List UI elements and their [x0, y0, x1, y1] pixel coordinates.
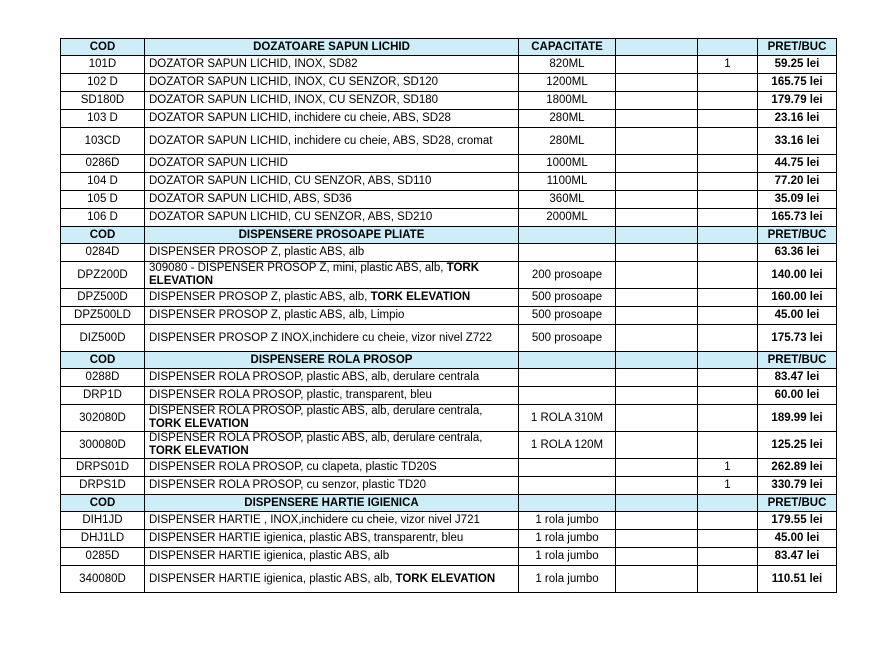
product-price: 77.20 lei: [758, 173, 837, 191]
empty-cell: [616, 110, 698, 128]
table-row: [61, 459, 837, 477]
header-empty-2: [698, 227, 758, 244]
product-quantity: [698, 289, 758, 307]
table-row: [61, 262, 837, 289]
description-text: DOZATOR SAPUN LICHID, CU SENZOR, ABS, SD210: [149, 211, 433, 223]
section-header-row: [61, 227, 837, 244]
product-capacity: 500 prosoape: [519, 307, 616, 325]
header-price: PRET/BUC: [758, 227, 837, 244]
product-code: DRPS1D: [61, 477, 145, 495]
header-price: PRET/BUC: [758, 495, 837, 512]
description-text: DISPENSER HARTIE igienica, plastic ABS, alb: [149, 550, 390, 562]
product-price: 33.16 lei: [758, 128, 837, 155]
description-text: DOZATOR SAPUN LICHID, inchidere cu cheie, ABS, SD28, cromat: [149, 134, 493, 147]
product-description: [145, 548, 519, 566]
product-quantity: 1: [698, 477, 758, 495]
product-quantity: [698, 74, 758, 92]
product-code: 105 D: [61, 191, 145, 209]
empty-cell: [616, 432, 698, 459]
section-title: DISPENSERE ROLA PROSOP: [145, 352, 519, 369]
table-row: [61, 244, 837, 262]
table-body: [61, 39, 837, 593]
description-text: DISPENSER HARTIE igienica, plastic ABS, alb,: [149, 572, 396, 585]
product-description: [145, 477, 519, 495]
product-capacity: 500 prosoape: [519, 325, 616, 352]
empty-cell: [616, 92, 698, 110]
product-quantity: [698, 369, 758, 387]
product-capacity: 280ML: [519, 110, 616, 128]
description-text: DISPENSER PROSOP Z, plastic ABS, alb, Limpio: [149, 309, 405, 321]
product-capacity: 1 rola jumbo: [519, 566, 616, 593]
section-title: DOZATOARE SAPUN LICHID: [145, 39, 519, 56]
empty-cell: [616, 191, 698, 209]
header-empty-1: [616, 39, 698, 56]
product-capacity: 1100ML: [519, 173, 616, 191]
table-row: [61, 512, 837, 530]
product-price: 60.00 lei: [758, 387, 837, 405]
product-description: [145, 56, 519, 74]
section-header-row: [61, 352, 837, 369]
product-capacity: 1800ML: [519, 92, 616, 110]
empty-cell: [616, 173, 698, 191]
description-text: DISPENSER HARTIE igienica, plastic ABS, transparentr, bleu: [149, 532, 464, 544]
description-text: DISPENSER ROLA PROSOP, cu clapeta, plastic TD20S: [149, 461, 437, 473]
product-description: [145, 74, 519, 92]
description-text: DISPENSER ROLA PROSOP, plastic ABS, alb, derulare centrala: [149, 371, 480, 383]
product-quantity: [698, 209, 758, 227]
empty-cell: [616, 477, 698, 495]
product-quantity: [698, 92, 758, 110]
description-text: DISPENSER ROLA PROSOP, plastic ABS, alb, derulare centrala,: [149, 405, 483, 417]
description-text: DOZATOR SAPUN LICHID, ABS, SD36: [149, 193, 352, 205]
product-description: [145, 191, 519, 209]
product-quantity: [698, 110, 758, 128]
product-price: 63.36 lei: [758, 244, 837, 262]
product-price: 189.99 lei: [758, 405, 837, 432]
product-quantity: 1: [698, 56, 758, 74]
product-price: 23.16 lei: [758, 110, 837, 128]
product-price: 110.51 lei: [758, 566, 837, 593]
table-row: [61, 173, 837, 191]
product-price: 45.00 lei: [758, 530, 837, 548]
description-text: DISPENSER PROSOP Z INOX,inchidere cu cheie, vizor nivel Z722: [149, 331, 493, 344]
product-quantity: [698, 530, 758, 548]
empty-cell: [616, 530, 698, 548]
product-capacity: 1 ROLA 120M: [519, 432, 616, 459]
product-price: 179.79 lei: [758, 92, 837, 110]
product-code: DPZ500LD: [61, 307, 145, 325]
description-text: DOZATOR SAPUN LICHID: [149, 157, 288, 169]
empty-cell: [616, 209, 698, 227]
product-price: 165.73 lei: [758, 209, 837, 227]
product-price: 59.25 lei: [758, 56, 837, 74]
product-capacity: 200 prosoape: [519, 262, 616, 289]
product-code: 103CD: [61, 128, 145, 155]
table-row: [61, 369, 837, 387]
table-row: [61, 209, 837, 227]
product-capacity: 280ML: [519, 128, 616, 155]
product-capacity: [519, 244, 616, 262]
table-row: [61, 289, 837, 307]
description-text: DISPENSER ROLA PROSOP, cu senzor, plastic TD20: [149, 479, 426, 491]
product-price: 175.73 lei: [758, 325, 837, 352]
header-empty-2: [698, 352, 758, 369]
product-description: [145, 155, 519, 173]
product-price: 83.47 lei: [758, 548, 837, 566]
product-quantity: [698, 432, 758, 459]
product-description: [145, 307, 519, 325]
description-brand: TORK ELEVATION: [149, 418, 249, 430]
description-text: DOZATOR SAPUN LICHID, inchidere cu cheie, ABS, SD28: [149, 112, 451, 124]
section-title: DISPENSERE HARTIE IGIENICA: [145, 495, 519, 512]
product-capacity: 2000ML: [519, 209, 616, 227]
product-description: [145, 110, 519, 128]
product-code: 300080D: [61, 432, 145, 459]
product-capacity: 1 rola jumbo: [519, 530, 616, 548]
product-description: [145, 173, 519, 191]
product-quantity: [698, 191, 758, 209]
description-brand: TORK ELEVATION: [370, 291, 471, 303]
product-description: [145, 512, 519, 530]
product-quantity: [698, 405, 758, 432]
description-text: DOZATOR SAPUN LICHID, CU SENZOR, ABS, SD110: [149, 175, 432, 187]
product-capacity: 1 rola jumbo: [519, 548, 616, 566]
empty-cell: [616, 244, 698, 262]
table-row: [61, 74, 837, 92]
product-code: 0288D: [61, 369, 145, 387]
product-price: 140.00 lei: [758, 262, 837, 289]
empty-cell: [616, 262, 698, 289]
product-code: DIZ500D: [61, 325, 145, 352]
header-capacity: CAPACITATE: [519, 39, 616, 56]
header-cod: COD: [61, 352, 145, 369]
empty-cell: [616, 325, 698, 352]
header-capacity: [519, 227, 616, 244]
header-price: PRET/BUC: [758, 39, 837, 56]
product-description: [145, 459, 519, 477]
product-description: [145, 405, 519, 432]
product-price: 45.00 lei: [758, 307, 837, 325]
product-price: 125.25 lei: [758, 432, 837, 459]
product-code: 106 D: [61, 209, 145, 227]
product-capacity: [519, 459, 616, 477]
product-price: 35.09 lei: [758, 191, 837, 209]
description-brand: TORK ELEVATION: [149, 262, 480, 287]
empty-cell: [616, 566, 698, 593]
table-row: [61, 128, 837, 155]
product-capacity: 1 rola jumbo: [519, 512, 616, 530]
empty-cell: [616, 459, 698, 477]
product-quantity: 1: [698, 459, 758, 477]
table-row: [61, 548, 837, 566]
product-quantity: [698, 548, 758, 566]
table-row: [61, 387, 837, 405]
table-row: [61, 110, 837, 128]
header-empty-2: [698, 39, 758, 56]
empty-cell: [616, 128, 698, 155]
header-cod: COD: [61, 39, 145, 56]
product-code: DPZ500D: [61, 289, 145, 307]
header-empty-1: [616, 352, 698, 369]
product-code: 104 D: [61, 173, 145, 191]
product-capacity: [519, 387, 616, 405]
product-capacity: 360ML: [519, 191, 616, 209]
empty-cell: [616, 289, 698, 307]
empty-cell: [616, 405, 698, 432]
header-price: PRET/BUC: [758, 352, 837, 369]
header-empty-1: [616, 227, 698, 244]
empty-cell: [616, 56, 698, 74]
empty-cell: [616, 307, 698, 325]
product-price: 330.79 lei: [758, 477, 837, 495]
product-description: [145, 566, 519, 593]
product-description: [145, 244, 519, 262]
empty-cell: [616, 387, 698, 405]
header-cod: COD: [61, 227, 145, 244]
product-code: SD180D: [61, 92, 145, 110]
product-price: 165.75 lei: [758, 74, 837, 92]
product-quantity: [698, 512, 758, 530]
table-row: [61, 92, 837, 110]
product-price: 44.75 lei: [758, 155, 837, 173]
product-capacity: 1200ML: [519, 74, 616, 92]
empty-cell: [616, 548, 698, 566]
product-description: [145, 262, 519, 289]
description-text: DISPENSER PROSOP Z, plastic ABS, alb: [149, 246, 365, 258]
product-code: 302080D: [61, 405, 145, 432]
table-row: [61, 56, 837, 74]
product-quantity: [698, 325, 758, 352]
table-row: [61, 530, 837, 548]
product-description: [145, 128, 519, 155]
product-quantity: [698, 128, 758, 155]
product-code: 102 D: [61, 74, 145, 92]
product-description: [145, 92, 519, 110]
description-text: DOZATOR SAPUN LICHID, INOX, SD82: [149, 58, 358, 70]
empty-cell: [616, 74, 698, 92]
table-row: [61, 155, 837, 173]
price-list-table: [60, 38, 837, 593]
product-quantity: [698, 244, 758, 262]
empty-cell: [616, 512, 698, 530]
header-cod: COD: [61, 495, 145, 512]
empty-cell: [616, 369, 698, 387]
product-description: [145, 530, 519, 548]
product-description: [145, 289, 519, 307]
table-row: [61, 477, 837, 495]
header-empty-1: [616, 495, 698, 512]
header-capacity: [519, 495, 616, 512]
table-row: [61, 405, 837, 432]
table-row: [61, 566, 837, 593]
description-text: DOZATOR SAPUN LICHID, INOX, CU SENZOR, SD180: [149, 94, 439, 106]
product-description: [145, 209, 519, 227]
product-description: [145, 387, 519, 405]
product-capacity: 820ML: [519, 56, 616, 74]
product-code: DPZ200D: [61, 262, 145, 289]
product-price: 160.00 lei: [758, 289, 837, 307]
description-brand: TORK ELEVATION: [149, 445, 249, 457]
product-quantity: [698, 155, 758, 173]
description-text: DISPENSER ROLA PROSOP, plastic ABS, alb, derulare centrala,: [149, 432, 483, 444]
product-price: 83.47 lei: [758, 369, 837, 387]
description-text: DOZATOR SAPUN LICHID, INOX, CU SENZOR, SD120: [149, 76, 439, 88]
section-header-row: [61, 39, 837, 56]
section-title: DISPENSERE PROSOAPE PLIATE: [145, 227, 519, 244]
product-description: [145, 432, 519, 459]
header-empty-2: [698, 495, 758, 512]
product-code: 0285D: [61, 548, 145, 566]
product-code: DHJ1LD: [61, 530, 145, 548]
table-row: [61, 325, 837, 352]
table-row: [61, 432, 837, 459]
product-capacity: 500 prosoape: [519, 289, 616, 307]
product-capacity: [519, 369, 616, 387]
product-capacity: 1 ROLA 310M: [519, 405, 616, 432]
empty-cell: [616, 155, 698, 173]
product-code: 340080D: [61, 566, 145, 593]
product-quantity: [698, 307, 758, 325]
product-code: 0286D: [61, 155, 145, 173]
description-brand: TORK ELEVATION: [395, 572, 496, 585]
product-quantity: [698, 173, 758, 191]
product-code: DIH1JD: [61, 512, 145, 530]
product-price: 179.55 lei: [758, 512, 837, 530]
product-code: DRP1D: [61, 387, 145, 405]
product-description: [145, 325, 519, 352]
section-header-row: [61, 495, 837, 512]
product-code: DRPS01D: [61, 459, 145, 477]
product-quantity: [698, 262, 758, 289]
table-row: [61, 191, 837, 209]
product-code: 0284D: [61, 244, 145, 262]
header-capacity: [519, 352, 616, 369]
product-quantity: [698, 387, 758, 405]
description-text: DISPENSER HARTIE , INOX,inchidere cu cheie, vizor nivel J721: [149, 514, 480, 526]
description-text: DISPENSER PROSOP Z, plastic ABS, alb,: [149, 291, 371, 303]
product-code: 101D: [61, 56, 145, 74]
product-price: 262.89 lei: [758, 459, 837, 477]
product-capacity: [519, 477, 616, 495]
description-text: 309080 - DISPENSER PROSOP Z, mini, plastic ABS, alb,: [149, 262, 447, 274]
product-quantity: [698, 566, 758, 593]
product-description: [145, 369, 519, 387]
description-text: DISPENSER ROLA PROSOP, plastic, transparent, bleu: [149, 389, 432, 401]
table-row: [61, 307, 837, 325]
product-code: 103 D: [61, 110, 145, 128]
product-capacity: 1000ML: [519, 155, 616, 173]
